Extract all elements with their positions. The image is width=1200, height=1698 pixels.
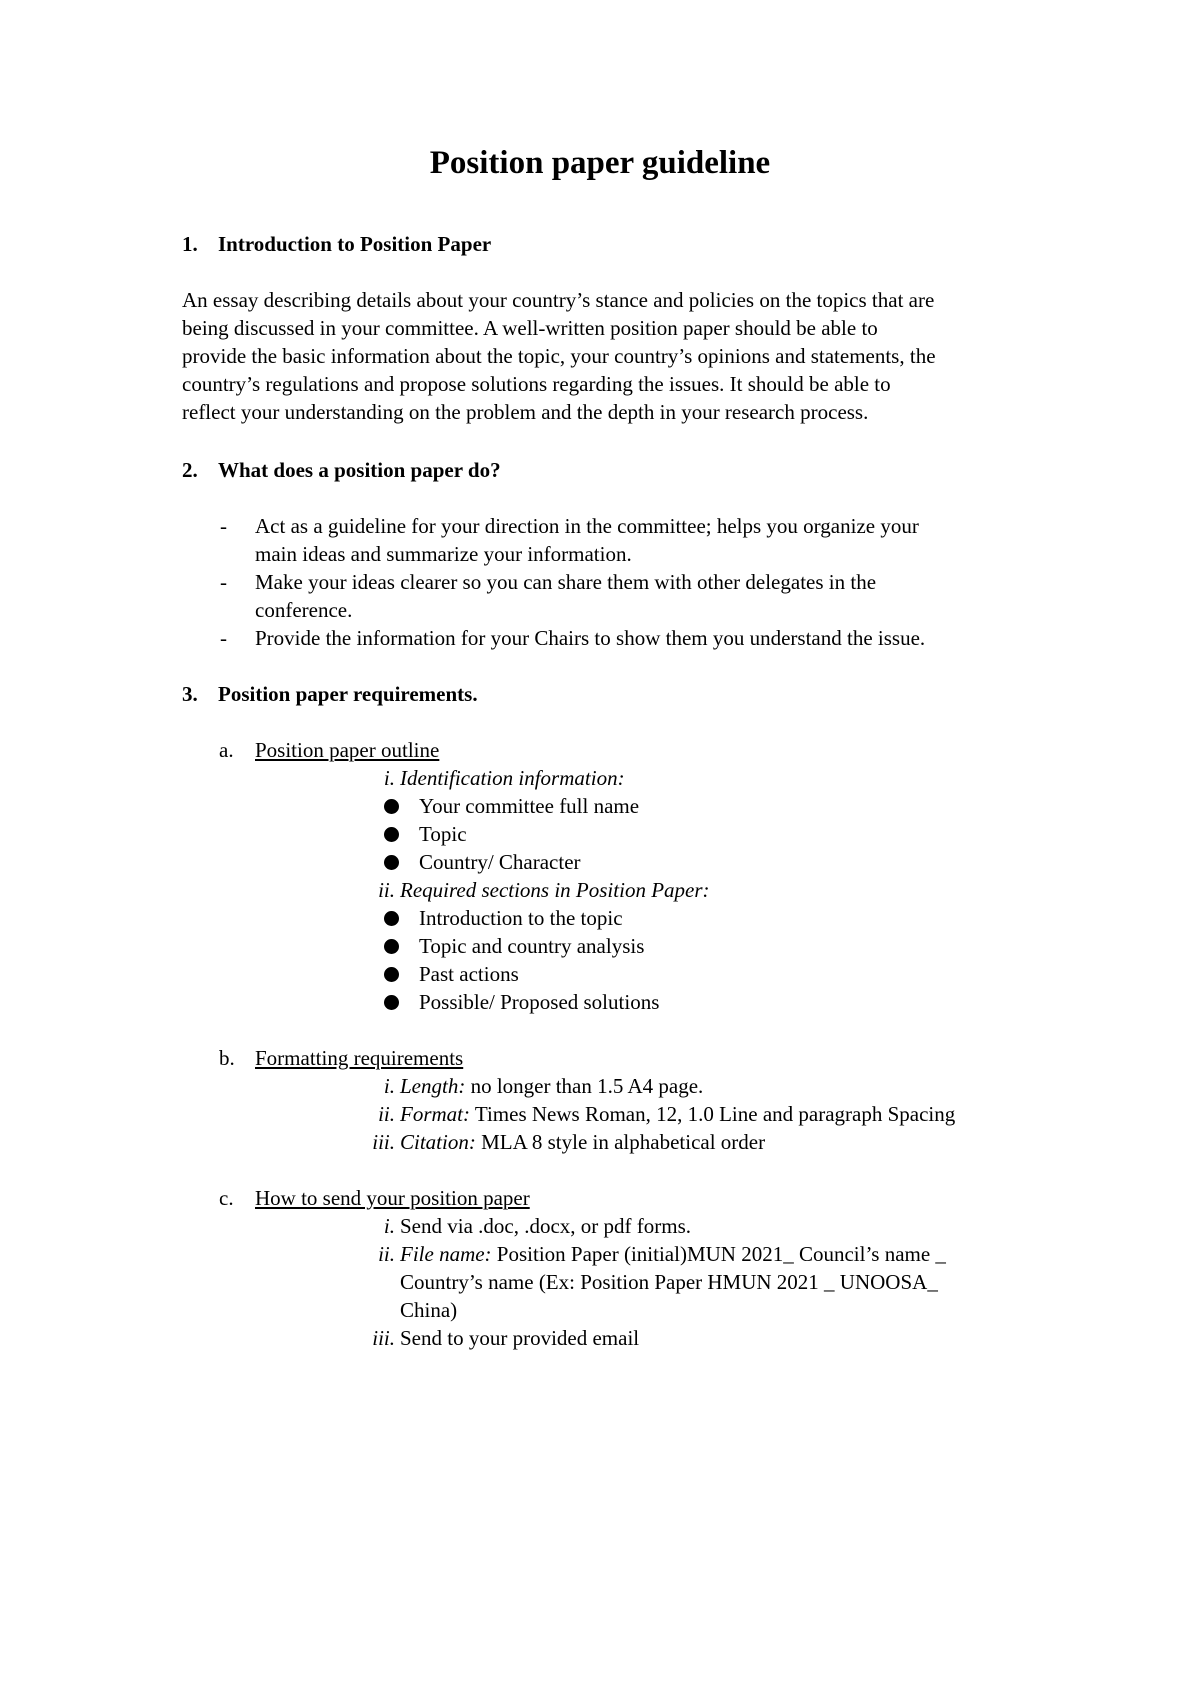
roman-numeral: iii. [372,1130,395,1154]
subsection-outline [219,736,439,764]
paragraph-line: reflect your understanding on the problem and the depth in your research process. [182,400,869,424]
item-key: File name: [400,1242,492,1266]
paragraph-line: being discussed in your committee. A well-written position paper should be able to [182,316,878,340]
roman-numeral: i. [383,766,395,790]
group-title: Required sections in Position Paper: [400,878,710,902]
bullet-dot-icon [384,939,399,954]
section-number: 3. [182,682,198,706]
sending-item-email [355,1324,1075,1352]
bullet-dot-icon [384,995,399,1010]
bullet-text: Topic [419,822,467,846]
sending-item-file-name [355,1240,1075,1324]
dash-marker: - [220,570,227,594]
bullet-dot-icon [384,967,399,982]
item-value: MLA 8 style in alphabetical order [475,1130,766,1154]
bullet-dot-icon [384,855,399,870]
dash-list-item [220,624,1060,652]
section-number: 1. [182,232,198,256]
bullet-item [384,848,581,876]
list-item-line: Provide the information for your Chairs to show them you understand the issue. [255,626,926,650]
bullet-text: Past actions [419,962,519,986]
bullet-item [384,904,623,932]
item-value-line: Position Paper (initial)MUN 2021_ Council’s name _ [491,1242,946,1266]
bullet-dot-icon [384,827,399,842]
item-key: Format: [400,1102,470,1126]
list-item-line: Make your ideas clearer so you can share them with other delegates in the [255,570,877,594]
formatting-item-citation [355,1128,1075,1156]
subsection-label: c. [219,1186,234,1210]
bullet-text: Your committee full name [419,794,640,818]
section-heading-1 [182,230,491,258]
item-key: Citation: [400,1130,476,1154]
section-heading-3 [182,680,478,708]
section-number: 2. [182,458,198,482]
dash-list-item [220,512,1060,568]
paragraph-line: An essay describing details about your country’s stance and policies on the topics that are [182,288,935,312]
item-value: Send via .doc, .docx, or pdf forms. [400,1214,692,1238]
list-item-line: main ideas and summarize your information. [255,542,632,566]
roman-numeral: iii. [372,1326,395,1350]
bullet-item [384,792,639,820]
dash-marker: - [220,514,227,538]
subsection-label: a. [219,738,234,762]
subsection-title: Position paper outline [255,738,440,762]
section-title: What does a position paper do? [218,458,501,482]
section-title: Position paper requirements. [218,682,478,706]
subsection-sending [219,1184,530,1212]
bullet-item [384,932,644,960]
roman-numeral: ii. [378,1102,395,1126]
item-value-line: Country’s name (Ex: Position Paper HMUN 2021 _ UNOOSA_ [400,1270,938,1294]
bullet-text: Possible/ Proposed solutions [419,990,660,1014]
section-title: Introduction to Position Paper [218,232,492,256]
subsection-title: Formatting requirements [255,1046,464,1070]
page-title: Position paper guideline [429,145,771,181]
subsection-label: b. [219,1046,235,1070]
bullet-item [384,988,659,1016]
formatting-item-format [355,1100,1075,1128]
dash-marker: - [220,626,227,650]
outline-group-required-sections [355,876,1075,904]
dash-list-item [220,568,1060,624]
group-title: Identification information: [400,766,625,790]
item-value: Times News Roman, 12, 1.0 Line and paragraph Spacing [470,1102,956,1126]
bullet-text: Introduction to the topic [419,906,623,930]
roman-numeral: ii. [378,1242,395,1266]
item-key: Length: [400,1074,466,1098]
list-item-line: Act as a guideline for your direction in the committee; helps you organize your [255,514,919,538]
item-value: no longer than 1.5 A4 page. [465,1074,704,1098]
roman-numeral: ii. [378,878,395,902]
roman-numeral: i. [383,1074,395,1098]
bullet-dot-icon [384,799,399,814]
bullet-text: Country/ Character [419,850,581,874]
bullet-item [384,820,467,848]
paragraph-line: country’s regulations and propose solutions regarding the issues. It should be able to [182,372,891,396]
section-heading-2 [182,456,501,484]
item-value: Send to your provided email [400,1326,640,1350]
subsection-title: How to send your position paper [255,1186,530,1210]
bullet-text: Topic and country analysis [419,934,645,958]
roman-numeral: i. [383,1214,395,1238]
subsection-formatting [219,1044,463,1072]
sending-item-format [355,1212,1075,1240]
outline-group-identification [355,764,1075,792]
formatting-item-length [355,1072,1075,1100]
bullet-dot-icon [384,911,399,926]
bullet-item [384,960,519,988]
list-item-line: conference. [255,598,353,622]
paragraph-line: provide the basic information about the topic, your country’s opinions and statements, the [182,344,936,368]
item-value-line: China) [400,1298,458,1322]
intro-paragraph [182,286,1062,426]
